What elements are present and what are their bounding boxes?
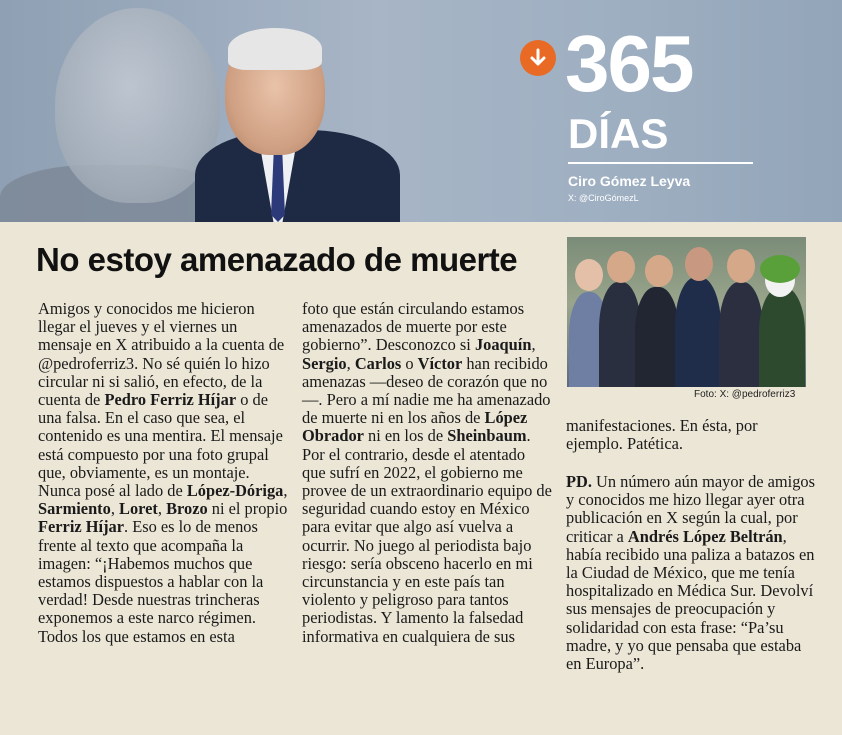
- bold-name: Loret: [119, 499, 158, 519]
- paragraph: foto que están circulando estamos amenazados de muerte por este gobierno”. Desconozco si Joaquín, Sergio, Carlos o Víctor han recibido amenazas —deseo de corazón que no—. Pero a mí nadie me ha amenazado de muerte ni en los años de López Obrador ni en los de Sheinbaum. Por el contrario, desde el atentado que sufrí en 2022, el gobierno me provee de un extraordinario equipo de seguridad cuando estoy en México para evitar que algo así vuelva a ocurrir. No juego al periodista bajo riesgo: sería obsceno hacerlo en mi circunstancia y en este país tan violento y peligroso para tantos periodistas. Y lamento la falsedad informativa en cualquiera de sus: [302, 299, 552, 646]
- bold-name: Pedro Ferriz Híjar: [104, 390, 237, 410]
- body-column-1: [38, 300, 288, 646]
- paragraph: PD. Un número aún mayor de amigos y conocidos me hizo llegar ayer otra publicación en X según la cual, por criticar a Andrés López Beltrán, había recibido una paliza a batazos en la Ciudad de México, que me tenía hospitalizado en Médica Sur. Devolví sus mensajes de preocupación y solidaridad con esta frase: “Pa’su madre, y yo que pensaba que estaba en Europa”.: [566, 472, 815, 674]
- bold-name: PD.: [566, 472, 592, 491]
- header-banner: [0, 0, 842, 222]
- bold-name: Víctor: [417, 353, 463, 373]
- body-column-3-top: [566, 417, 816, 453]
- body-column-3-postscript: [566, 473, 816, 673]
- body-column-2: [302, 300, 552, 646]
- arrow-down-icon: [520, 40, 556, 76]
- bold-name: Carlos: [354, 353, 402, 373]
- bold-name: López Obrador: [302, 408, 528, 446]
- author-handle: X: @CiroGómezL: [568, 193, 639, 203]
- bold-name: Brozo: [166, 499, 208, 519]
- column-number: 365: [565, 19, 693, 108]
- bold-name: Sarmiento: [38, 499, 111, 519]
- bold-name: Sheinbaum: [447, 426, 527, 446]
- paragraph: Amigos y conocidos me hicieron llegar el jueves y el viernes un mensaje en X atribuido a la cuenta de @pedroferriz3. No sé quién lo hizo circular ni si salió, en efecto, de la cuenta de Pedro Ferriz Híjar o de una falsa. En el caso que sea, el contenido es una mentira. El mensaje está compuesto por una foto grupal que, obviamente, es un montaje. Nunca posé al lado de López-Dóriga, Sarmiento, Loret, Brozo ni el propio Ferriz Híjar. Eso es lo de menos frente al texto que acompaña la imagen: “¡Habemos muchos que estamos dispuestos a hablar con la verdad! Desde nuestras trincheras exponemos a este narco régimen. Todos los que estamos en esta: [38, 299, 288, 646]
- bold-name: Joaquín: [474, 335, 532, 355]
- group-photo: [567, 237, 806, 387]
- article-headline: No estoy amenazado de muerte: [36, 241, 518, 278]
- divider: [568, 162, 753, 164]
- bold-name: Ferriz Híjar: [38, 517, 124, 537]
- paragraph: manifestaciones. En ésta, por ejemplo. Patética.: [566, 416, 758, 454]
- bold-name: López-Dóriga: [186, 481, 284, 501]
- bold-name: Andrés López Beltrán: [627, 526, 783, 546]
- column-section-title: DÍAS: [568, 110, 669, 157]
- author-name: Ciro Gómez Leyva: [568, 173, 691, 189]
- photo-credit: Foto: X: @pedroferriz3: [694, 389, 796, 400]
- bold-name: Sergio: [302, 353, 347, 373]
- author-portrait-hair: [228, 28, 322, 70]
